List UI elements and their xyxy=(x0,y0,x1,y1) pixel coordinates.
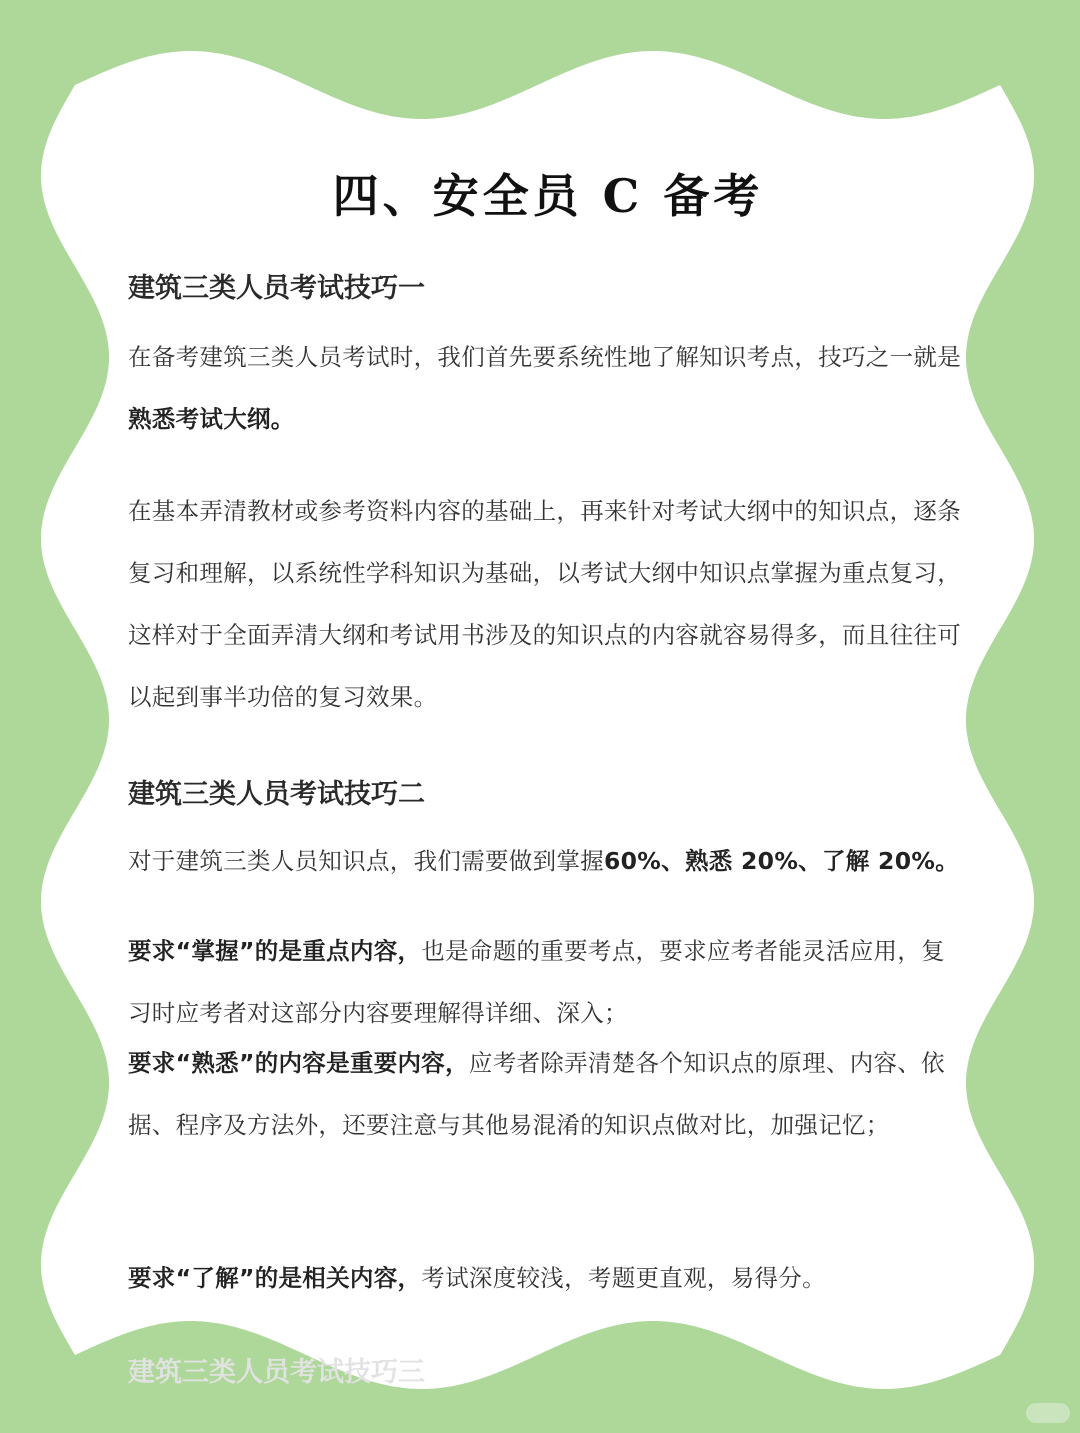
section-2-heading: 建筑三类人员考试技巧二 xyxy=(128,779,425,810)
section-3-heading-faded: 建筑三类人员考试技巧三 xyxy=(128,1357,425,1388)
section-2-paragraph-1: 对于建筑三类人员知识点，我们需要做到掌握60%、熟悉 20%、了解 20%。 xyxy=(128,847,960,875)
section-1-paragraph-1: 在备考建筑三类人员考试时，我们首先要系统性地了解知识考点，技巧之一就是熟悉考试大纲。 xyxy=(128,343,961,433)
requirement-master: 要求“掌握”的是重点内容，也是命题的重要考点，要求应考者能灵活应用，复习时应考者对这部分内容要理解得详细、深入； xyxy=(128,937,945,1027)
requirement-understand: 要求“了解”的是相关内容，考试深度较浅，考题更直观，易得分。 xyxy=(128,1264,826,1292)
page-title: 四、安全员 C 备考 xyxy=(332,169,764,223)
requirement-familiar: 要求“熟悉”的内容是重要内容，应考者除弄清楚各个知识点的原理、内容、依据、程序及方法外，还要注意与其他易混淆的知识点做对比，加强记忆； xyxy=(128,1049,945,1139)
section-1-paragraph-2: 在基本弄清教材或参考资料内容的基础上，再来针对考试大纲中的知识点，逐条复习和理解，以系统性学科知识为基础，以考试大纲中知识点掌握为重点复习，这样对于全面弄清大纲和考试用书涉及的知识点的内容就容易得多，而且往往可以起到事半功倍的复习效果。 xyxy=(128,497,961,711)
section-1-heading: 建筑三类人员考试技巧一 xyxy=(128,273,425,304)
watermark-badge xyxy=(1026,1403,1070,1423)
